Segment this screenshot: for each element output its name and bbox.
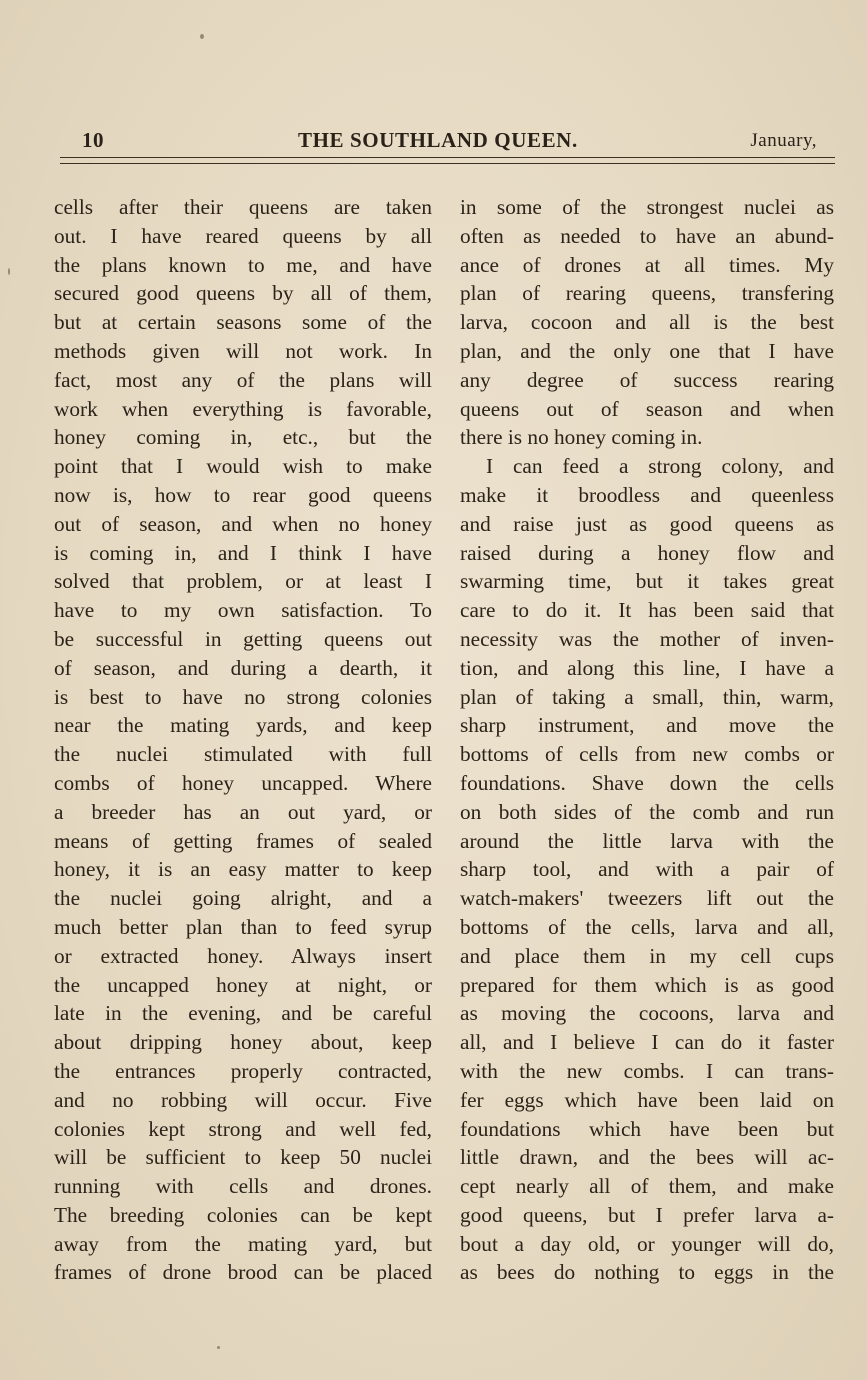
header-rule-top [60, 157, 835, 158]
text-line: about dripping honey about, keep [54, 1030, 432, 1055]
left-text-column [54, 193, 432, 1287]
text-line: cept nearly all of them, and make [460, 1174, 834, 1199]
text-line: means of getting frames of sealed [54, 828, 432, 853]
text-line: secured good queens by all of them, [54, 281, 432, 306]
text-line: the entrances properly contracted, [54, 1058, 432, 1083]
text-line: work when everything is favorable, [54, 396, 432, 421]
text-line: point that I would wish to make [54, 454, 432, 479]
right-text-column [460, 193, 834, 1287]
running-header [60, 128, 835, 158]
text-line: with the new combs. I can trans- [460, 1058, 834, 1083]
text-line: much better plan than to feed syrup [54, 914, 432, 939]
issue-month: January, [750, 130, 817, 151]
text-line: the plans known to me, and have [54, 252, 432, 277]
text-line: foundations which have been but [460, 1116, 834, 1141]
text-line: The breeding colonies can be kept [54, 1202, 432, 1227]
text-line: the uncapped honey at night, or [54, 972, 432, 997]
text-line: running with cells and drones. [54, 1174, 432, 1199]
text-line: methods given will not work. In [54, 338, 432, 363]
text-line: around the little larva with the [460, 828, 834, 853]
text-line: of season, and during a dearth, it [54, 655, 432, 680]
text-line: plan, and the only one that I have [460, 338, 834, 363]
text-line: little drawn, and the bees will ac- [460, 1145, 834, 1170]
text-line: bottoms of cells from new combs or [460, 742, 834, 767]
paper-speck [8, 268, 10, 275]
paper-speck [200, 34, 204, 39]
text-line: is best to have no strong colonies [54, 684, 432, 709]
text-line: or extracted honey. Always insert [54, 943, 432, 968]
text-line: honey coming in, etc., but the [54, 425, 432, 450]
text-line: raised during a honey flow and [460, 540, 834, 565]
text-line: tion, and along this line, I have a [460, 655, 834, 680]
text-line: care to do it. It has been said that [460, 598, 834, 623]
text-line: on both sides of the comb and run [460, 799, 834, 824]
text-line: cells after their queens are taken [54, 195, 432, 219]
text-line: and no robbing will occur. Five [54, 1087, 432, 1112]
text-line: out. I have reared queens by all [54, 223, 432, 248]
text-line: often as needed to have an abund- [460, 223, 834, 248]
text-line: frames of drone brood can be placed [54, 1260, 432, 1285]
paragraph-start-line: I can feed a strong colony, and [486, 454, 834, 479]
text-line: the nuclei going alright, and a [54, 886, 432, 911]
text-line: fact, most any of the plans will [54, 367, 432, 392]
text-line: as moving the cocoons, larva and [460, 1001, 834, 1026]
text-line: foundations. Shave down the cells [460, 770, 834, 795]
text-line: and raise just as good queens as [460, 511, 834, 536]
header-rule-bottom [60, 163, 835, 164]
journal-title: THE SOUTHLAND QUEEN. [298, 128, 578, 152]
text-line: will be sufficient to keep 50 nuclei [54, 1145, 432, 1170]
text-line: plan of taking a small, thin, warm, [460, 684, 834, 709]
text-line: any degree of success rearing [460, 367, 834, 392]
text-line: honey, it is an easy matter to keep [54, 857, 432, 882]
text-line: solved that problem, or at least I [54, 569, 432, 594]
text-line: necessity was the mother of inven- [460, 626, 834, 651]
text-line: colonies kept strong and well fed, [54, 1116, 432, 1141]
text-line: in some of the strongest nuclei as [460, 195, 834, 219]
text-line: is coming in, and I think I have [54, 540, 432, 565]
text-line: away from the mating yard, but [54, 1231, 432, 1256]
text-line: late in the evening, and be careful [54, 1001, 432, 1026]
text-line: plan of rearing queens, transfering [460, 281, 834, 306]
text-line: all, and I believe I can do it faster [460, 1030, 834, 1055]
text-line: sharp tool, and with a pair of [460, 857, 834, 882]
text-line: the nuclei stimulated with full [54, 742, 432, 767]
text-line: bottoms of the cells, larva and all, [460, 914, 834, 939]
text-line: have to my own satisfaction. To [54, 598, 432, 623]
text-line: and place them in my cell cups [460, 943, 834, 968]
text-line: ance of drones at all times. My [460, 252, 834, 277]
text-line: sharp instrument, and move the [460, 713, 834, 738]
text-line: out of season, and when no honey [54, 511, 432, 536]
text-line: as bees do nothing to eggs in the [460, 1260, 834, 1285]
text-line: but at certain seasons some of the [54, 310, 432, 335]
page-number: 10 [82, 128, 104, 152]
text-line: a breeder has an out yard, or [54, 799, 432, 824]
paper-speck [217, 1346, 220, 1349]
text-line: near the mating yards, and keep [54, 713, 432, 738]
text-line: now is, how to rear good queens [54, 482, 432, 507]
text-line: bout a day old, or younger will do, [460, 1231, 834, 1256]
text-line: prepared for them which is as good [460, 972, 834, 997]
text-line: queens out of season and when [460, 396, 834, 421]
text-line: fer eggs which have been laid on [460, 1087, 834, 1112]
text-line: combs of honey uncapped. Where [54, 770, 432, 795]
text-line: larva, cocoon and all is the best [460, 310, 834, 335]
text-line: there is no honey coming in. [460, 425, 703, 450]
text-line: make it broodless and queenless [460, 482, 834, 507]
text-line: good queens, but I prefer larva a- [460, 1202, 834, 1227]
text-line: be successful in getting queens out [54, 626, 432, 651]
text-line: swarming time, but it takes great [460, 569, 834, 594]
text-line: watch-makers' tweezers lift out the [460, 886, 834, 911]
